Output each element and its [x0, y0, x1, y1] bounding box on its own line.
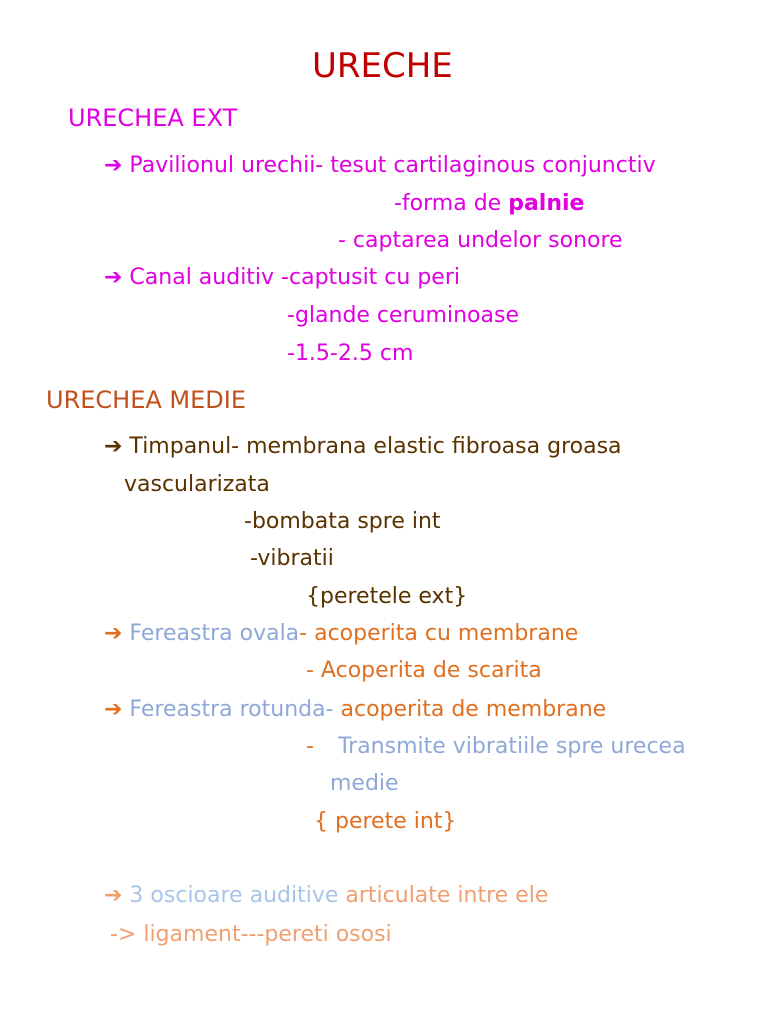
rotunda-line [104, 696, 606, 724]
arrow-icon: ➔ [104, 697, 123, 722]
timpan-cont-line: vascularizata [124, 472, 270, 497]
canal-glande-line: -glande ceruminoase [287, 303, 519, 328]
rotunda-medie-line: medie [330, 771, 399, 796]
canal-line [104, 264, 460, 292]
ovala-label: Fereastra ovala [122, 621, 300, 646]
pavilion-line [104, 152, 656, 180]
rotunda-text: acoperita de membrane [333, 697, 607, 722]
timpan-perete-line: {peretele ext} [306, 584, 468, 609]
timpan-bombata-line: -bombata spre int [244, 509, 441, 534]
timpan-line [104, 433, 622, 461]
ovala-text: - acoperita cu membrane [299, 621, 579, 646]
pavilion-text: Pavilionul urechii- tesut cartilaginous conjunctiv [122, 153, 656, 178]
arrow-icon: ➔ [104, 265, 123, 290]
timpan-vibratii-line: -vibratii [250, 546, 334, 571]
oscioare-ligament-line: -> ligament---pereti ososi [110, 922, 392, 947]
canal-size-line: -1.5-2.5 cm [287, 341, 414, 366]
rotunda-label: Fereastra rotunda- [122, 697, 334, 722]
oscioare-label: 3 oscioare auditive [122, 883, 339, 908]
section-heading-ext: URECHEA EXT [68, 104, 238, 132]
rotunda-transmite-line [306, 733, 686, 761]
page-title: URECHE [312, 46, 453, 86]
timpan-text: Timpanul- membrana elastic fibroasa groasa [122, 434, 622, 459]
arrow-icon: ➔ [104, 621, 123, 646]
ovala-scarita-line: - Acoperita de scarita [306, 658, 542, 683]
arrow-icon: ➔ [104, 153, 123, 178]
oscioare-line [104, 882, 548, 910]
ovala-line [104, 620, 578, 648]
pavilion-forma-bold: palnie [508, 191, 585, 216]
arrow-icon: ➔ [104, 434, 123, 459]
arrow-icon: ➔ [104, 883, 123, 908]
rotunda-transmite-text: Transmite vibratiile spre urecea [337, 734, 686, 759]
rotunda-perete-line: { perete int} [314, 809, 457, 834]
rotunda-dash: - [306, 734, 314, 759]
oscioare-text: articulate intre ele [338, 883, 549, 908]
pavilion-captarea-line: - captarea undelor sonore [338, 228, 623, 253]
pavilion-forma-line [394, 190, 584, 218]
canal-text: Canal auditiv -captusit cu peri [122, 265, 460, 290]
section-heading-medie: URECHEA MEDIE [46, 386, 247, 414]
pavilion-forma-text: -forma de [394, 191, 509, 216]
